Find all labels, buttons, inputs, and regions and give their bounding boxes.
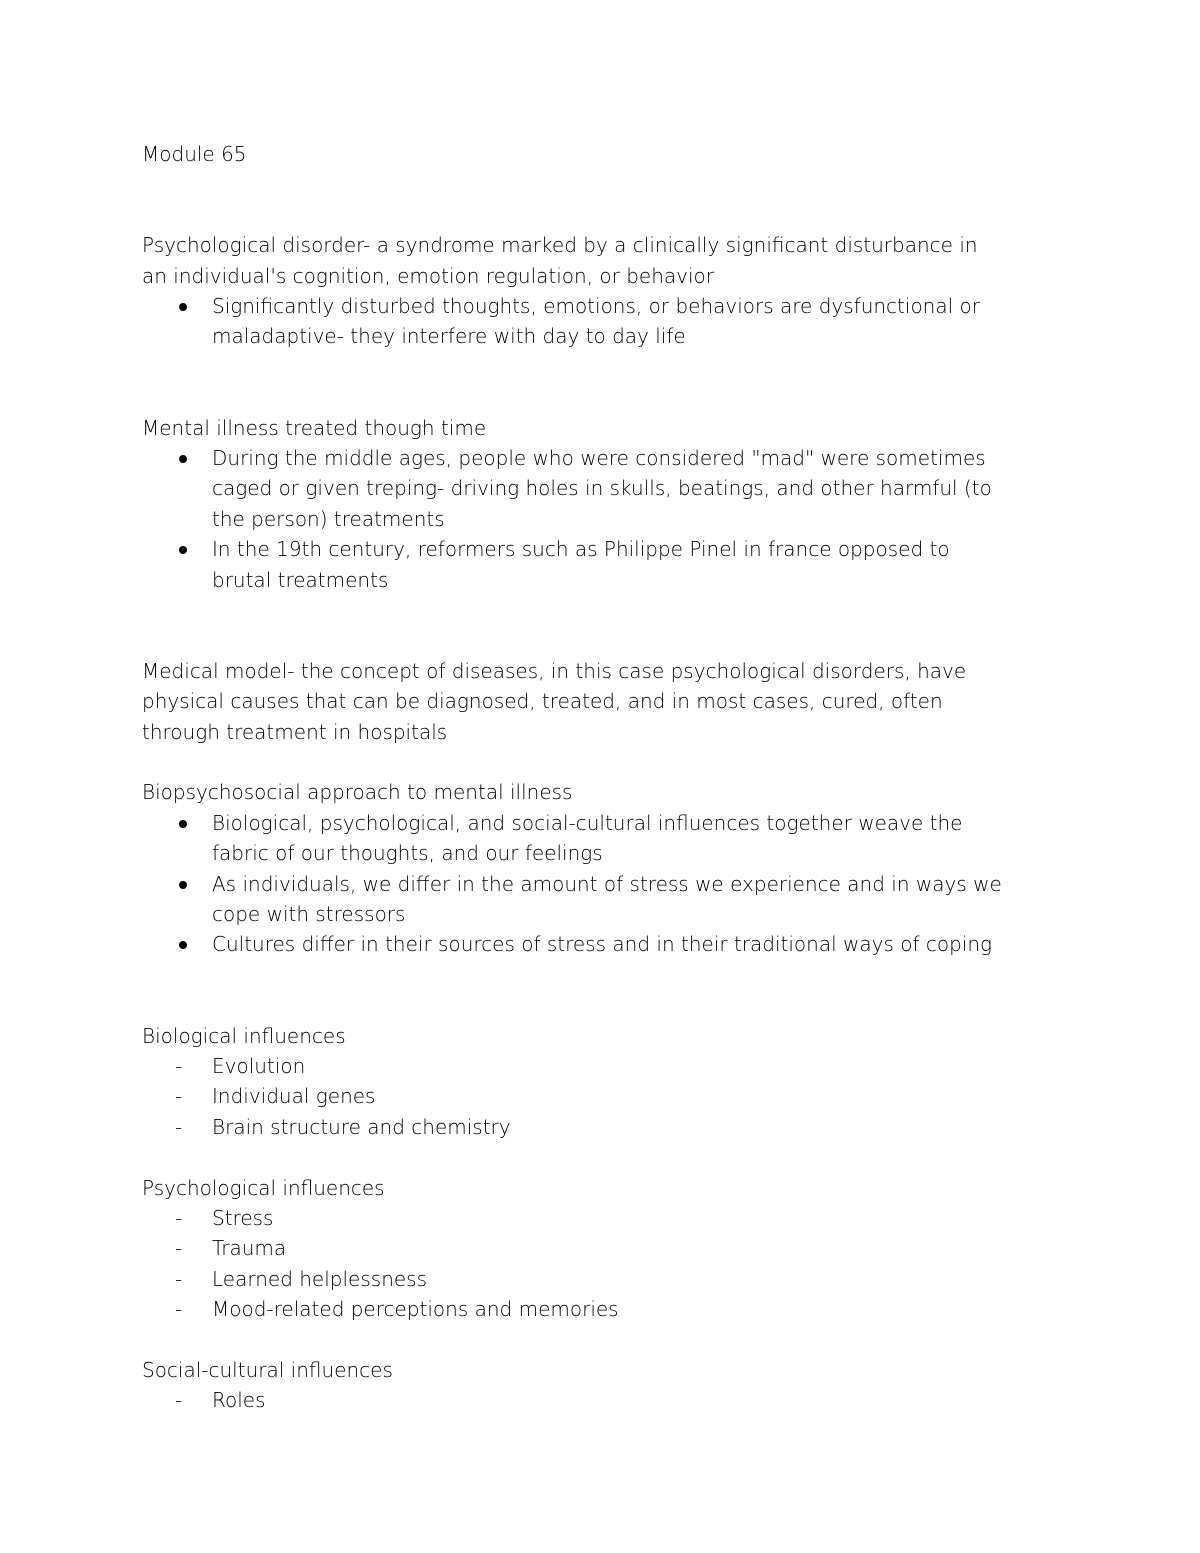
spacer — [142, 352, 1062, 413]
spacer — [142, 595, 1062, 656]
section-social-cultural — [142, 1355, 1062, 1416]
dash-icon: - — [175, 1053, 183, 1078]
dash-item — [142, 1233, 1062, 1263]
bullet-text: During the middle ages, people who were considered "mad" were sometimes — [212, 445, 986, 470]
bullet-item — [142, 291, 1062, 352]
bullet-icon — [179, 455, 187, 463]
dash-item-text: Evolution — [212, 1053, 306, 1078]
bullet-icon — [179, 941, 187, 949]
definition-line: an individual's cognition, emotion regulation, or behavior — [142, 263, 715, 288]
dash-icon: - — [175, 1388, 183, 1413]
bullet-item — [142, 534, 1062, 595]
dash-item — [142, 1264, 1062, 1294]
section-history — [142, 413, 1062, 595]
bullet-item — [142, 869, 1062, 930]
definition-line: Psychological disorder- a syndrome marked by a clinically significant disturbance in — [142, 233, 978, 258]
dash-item — [142, 1081, 1062, 1111]
spacer — [142, 747, 1062, 777]
section-heading: Biopsychosocial approach to mental illness — [142, 780, 573, 805]
dash-item-text: Individual genes — [212, 1084, 376, 1109]
dash-item — [142, 1112, 1062, 1142]
spacer — [142, 169, 1062, 230]
bullet-icon — [179, 303, 187, 311]
section-biological — [142, 1021, 1062, 1143]
document-body — [142, 139, 1062, 1416]
bullet-item — [142, 929, 1062, 959]
dash-item — [142, 1051, 1062, 1081]
dash-item-text: Brain structure and chemistry — [212, 1114, 511, 1139]
section-medical-model — [142, 656, 1062, 747]
definition-line: physical causes that can be diagnosed, treated, and in most cases, cured, often — [142, 689, 943, 714]
bullet-text: Cultures differ in their sources of stress and in their traditional ways of coping — [212, 932, 993, 957]
dash-item — [142, 1203, 1062, 1233]
bullet-text: caged or given treping- driving holes in skulls, beatings, and other harmful (to — [212, 476, 992, 501]
dash-icon: - — [175, 1266, 183, 1291]
bullet-text: In the 19th century, reformers such as Philippe Pinel in france opposed to — [212, 537, 950, 562]
dash-icon: - — [175, 1114, 183, 1139]
dash-item-text: Mood-related perceptions and memories — [212, 1297, 619, 1322]
section-psychological — [142, 1173, 1062, 1325]
dash-item-text: Trauma — [212, 1236, 287, 1261]
spacer — [142, 1325, 1062, 1355]
bullet-icon — [179, 546, 187, 554]
dash-icon: - — [175, 1205, 183, 1230]
page-title: Module 65 — [142, 142, 247, 166]
dash-icon: - — [175, 1236, 183, 1261]
bullet-item — [142, 443, 1062, 534]
definition-line: Medical model- the concept of diseases, in this case psychological disorders, have — [142, 658, 967, 683]
section-heading: Social-cultural influences — [142, 1357, 393, 1382]
bullet-text: Biological, psychological, and social-cultural influences together weave the — [212, 810, 963, 835]
bullet-text: As individuals, we differ in the amount of stress we experience and in ways we — [212, 871, 1002, 896]
dash-icon: - — [175, 1297, 183, 1322]
bullet-text: fabric of our thoughts, and our feelings — [212, 841, 603, 866]
bullet-text: the person) treatments — [212, 506, 445, 531]
dash-item-text: Roles — [212, 1388, 266, 1413]
spacer — [142, 1142, 1062, 1172]
spacer — [142, 960, 1062, 1021]
dash-item-text: Learned helplessness — [212, 1266, 428, 1291]
section-heading: Biological influences — [142, 1023, 346, 1048]
bullet-item — [142, 808, 1062, 869]
dash-item — [142, 1385, 1062, 1415]
bullet-text: cope with stressors — [212, 901, 406, 926]
section-heading: Psychological influences — [142, 1175, 385, 1200]
dash-item — [142, 1294, 1062, 1324]
dash-item-text: Stress — [212, 1205, 274, 1230]
section-heading: Mental illness treated though time — [142, 415, 487, 440]
bullet-text: Significantly disturbed thoughts, emotions, or behaviors are dysfunctional or — [212, 293, 980, 318]
bullet-icon — [179, 881, 187, 889]
bullet-text: brutal treatments — [212, 567, 389, 592]
section-biopsychosocial — [142, 777, 1062, 959]
dash-icon: - — [175, 1084, 183, 1109]
bullet-icon — [179, 820, 187, 828]
bullet-text: maladaptive- they interfere with day to day life — [212, 324, 686, 349]
section-disorder — [142, 230, 1062, 352]
definition-line: through treatment in hospitals — [142, 719, 448, 744]
